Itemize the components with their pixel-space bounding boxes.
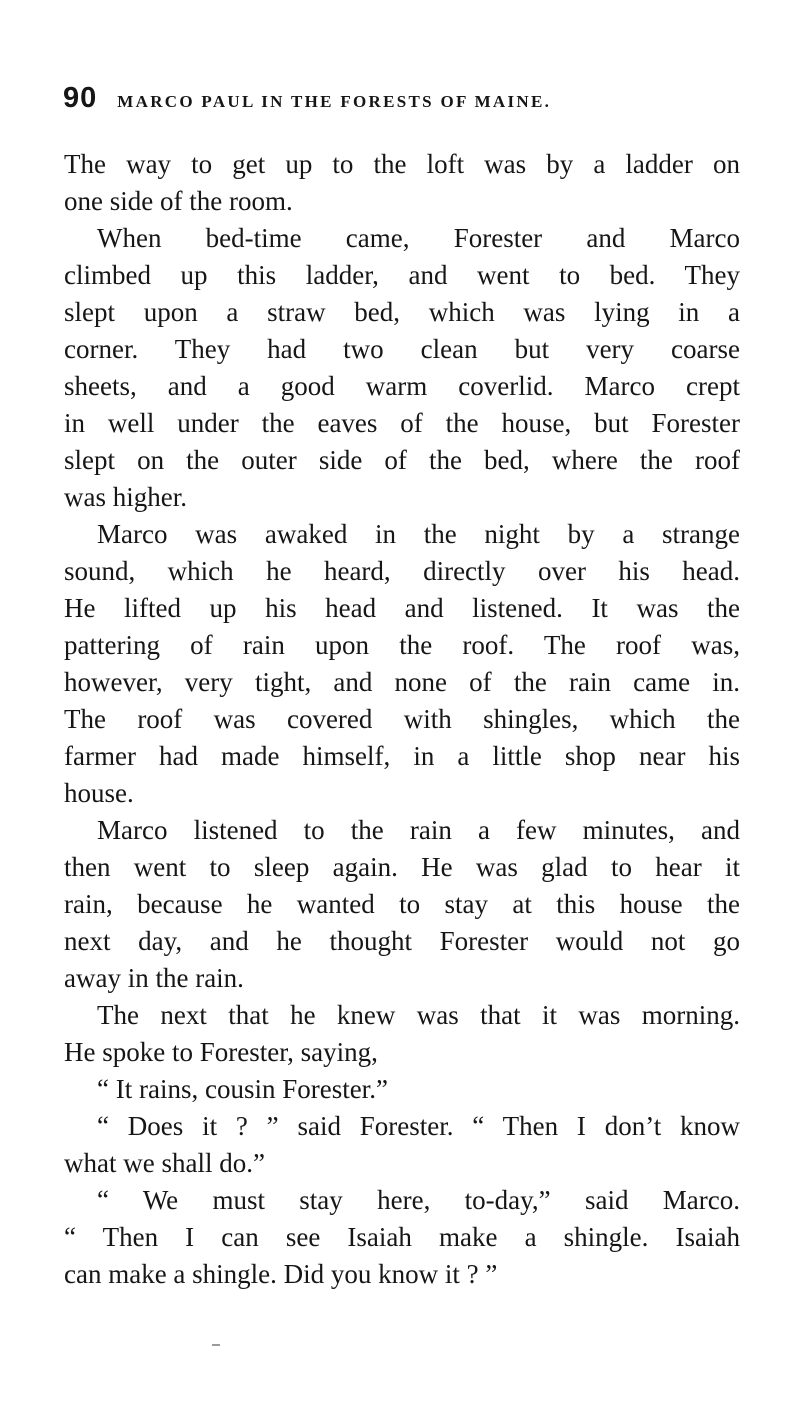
text-line: house. <box>64 778 134 808</box>
text-line: was higher. <box>64 482 187 512</box>
text-line: The next that he knew was that it was morning. <box>97 1000 740 1030</box>
text-line: one side of the room. <box>64 186 293 216</box>
text-line: “ We must stay here, to-day,” said Marco. <box>97 1185 740 1215</box>
text-line: however, very tight, and none of the rain came in. <box>64 667 740 697</box>
text-line: Marco was awaked in the night by a strange <box>97 519 740 549</box>
running-title: MARCO PAUL IN THE FORESTS OF MAINE. <box>117 92 552 111</box>
text-line: farmer had made himself, in a little shop near his <box>64 741 740 771</box>
text-line: corner. They had two clean but very coarse <box>64 334 740 364</box>
ink-speck <box>212 1344 220 1346</box>
text-line: away in the rain. <box>64 963 244 993</box>
text-line: He lifted up his head and listened. It was the <box>64 593 740 623</box>
text-line: When bed-time came, Forester and Marco <box>97 223 740 253</box>
text-line: next day, and he thought Forester would not go <box>64 926 740 956</box>
text-line: “ Then I can see Isaiah make a shingle. Isaiah <box>64 1222 740 1252</box>
text-line: slept upon a straw bed, which was lying in a <box>64 297 740 327</box>
text-line: climbed up this ladder, and went to bed. They <box>64 260 740 290</box>
text-line: sound, which he heard, directly over his head. <box>64 556 740 586</box>
body-text <box>64 146 740 1293</box>
text-line: “ It rains, cousin Forester.” <box>97 1074 388 1104</box>
text-line: The way to get up to the loft was by a ladder on <box>64 149 740 179</box>
text-line: pattering of rain upon the roof. The roof was, <box>64 630 740 660</box>
text-line: then went to sleep again. He was glad to hear it <box>64 852 740 882</box>
text-line: He spoke to Forester, saying, <box>64 1037 378 1067</box>
text-line: sheets, and a good warm coverlid. Marco crept <box>64 371 740 401</box>
text-line: can make a shingle. Did you know it ? ” <box>64 1259 498 1289</box>
text-line: slept on the outer side of the bed, where the roof <box>64 445 740 475</box>
text-line: in well under the eaves of the house, but Forester <box>64 408 740 438</box>
text-line: rain, because he wanted to stay at this house the <box>64 889 740 919</box>
text-line: The roof was covered with shingles, which the <box>64 704 740 734</box>
page-header <box>63 82 743 122</box>
text-line: what we shall do.” <box>64 1148 265 1178</box>
text-line: “ Does it ? ” said Forester. “ Then I don’t know <box>97 1111 740 1141</box>
text-line: Marco listened to the rain a few minutes, and <box>97 815 740 845</box>
page-number: 90 <box>63 82 98 114</box>
